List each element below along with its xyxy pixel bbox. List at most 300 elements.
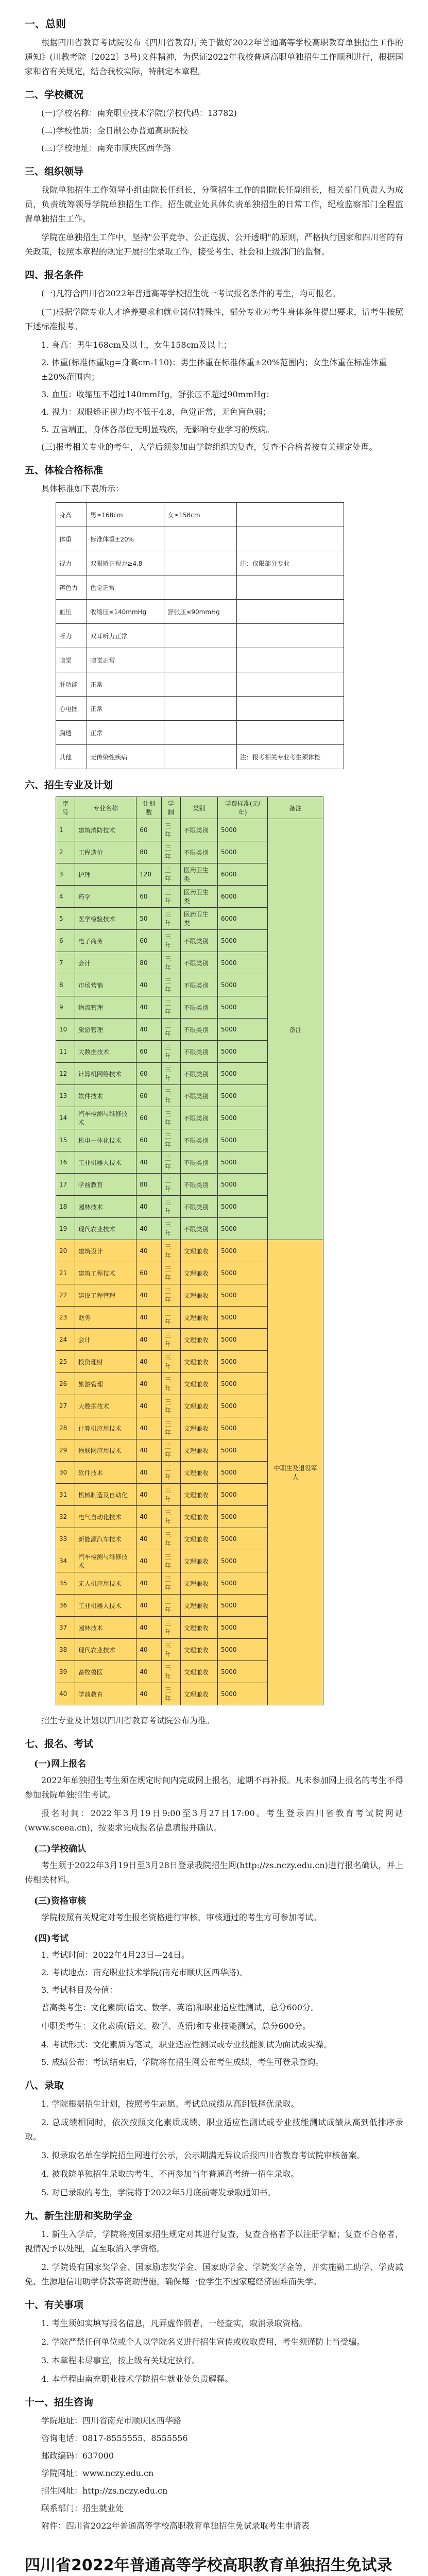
paragraph: 4. 本章程由南充职业技术学院招生就业处负责解释。 xyxy=(41,2374,233,2384)
paragraph: 普高类考生：文化素质(语文、数学、英语)和职业适应性测试，总分600分。 xyxy=(41,2003,319,2012)
table-cell: 无传染性疾病 xyxy=(87,745,164,769)
table-cell: 60 xyxy=(136,886,162,908)
table-cell: 正常 xyxy=(87,721,164,745)
table-row xyxy=(56,697,344,721)
table-cell: 三年 xyxy=(161,1129,180,1151)
group-note: 中职生及退役军人 xyxy=(268,1240,323,1705)
table-cell: 40 xyxy=(136,1351,162,1373)
table-cell: 三年 xyxy=(161,1063,180,1085)
table-cell: 40 xyxy=(136,1151,162,1174)
table-cell: 40 xyxy=(136,1661,162,1683)
table-cell: 三年 xyxy=(161,908,180,930)
section-heading: 五、体检合格标准 xyxy=(25,465,104,476)
table-cell: 无人机应用技术 xyxy=(75,1572,136,1595)
table-cell: 文理兼收 xyxy=(180,1329,217,1351)
table-cell: 40 xyxy=(136,1639,162,1661)
table-cell: 电气自动化技术 xyxy=(75,1506,136,1528)
table-cell: 5000 xyxy=(217,930,267,952)
table-row xyxy=(56,819,323,841)
table-cell: 三年 xyxy=(161,1174,180,1196)
column-header: 学制 xyxy=(161,797,180,819)
table-cell: 机械制造及自动化 xyxy=(75,1484,136,1506)
table-cell xyxy=(164,745,237,769)
table-row xyxy=(56,600,344,624)
paragraph: 5. 成绩公布：考试结束后，学院将在招生网公布考生成绩，考生可登录查询。 xyxy=(41,2057,324,2067)
table-cell: 汽车检测与维修技术 xyxy=(75,1107,136,1129)
table-cell: 医药卫生类 xyxy=(180,886,217,908)
table-cell: 文理兼收 xyxy=(180,1506,217,1528)
table-cell: 文理兼收 xyxy=(180,1572,217,1595)
table-cell: 40 xyxy=(136,1329,162,1351)
table-cell: 三年 xyxy=(161,1506,180,1528)
table-cell: 5 xyxy=(56,908,75,930)
table-cell xyxy=(237,600,344,624)
table-cell: 听力 xyxy=(56,624,87,648)
sub-heading: (一)网上报名 xyxy=(34,1759,87,1769)
table-cell: 60 xyxy=(136,1041,162,1063)
table-row xyxy=(56,672,344,697)
section-heading: 一、总则 xyxy=(25,18,66,30)
table-cell: 31 xyxy=(56,1484,75,1506)
table-cell: 5000 xyxy=(217,1572,267,1595)
table-cell: 5000 xyxy=(217,1151,267,1174)
table-cell: 身高 xyxy=(56,503,87,527)
table-cell: 正常 xyxy=(87,697,164,721)
table-cell: 三年 xyxy=(161,1240,180,1262)
paragraph: 3. 血压：收缩压不超过140mmHg，舒张压不超过90mmHg； xyxy=(41,389,275,399)
table-cell: 5000 xyxy=(217,1439,267,1462)
table-cell: 不限类别 xyxy=(180,930,217,952)
table-cell: 文理兼收 xyxy=(180,1395,217,1417)
table-cell: 三年 xyxy=(161,1439,180,1462)
paragraph: 4. 考试形式：文化素质为笔试，职业适应性测试或专业技能测试为面试或实操。 xyxy=(41,2040,332,2049)
table-cell: 大数据技术 xyxy=(75,1041,136,1063)
table-cell xyxy=(237,672,344,697)
table-cell: 5000 xyxy=(217,1683,267,1705)
table-cell: 三年 xyxy=(161,863,180,886)
table-cell: 三年 xyxy=(161,1107,180,1129)
table-cell: 5000 xyxy=(217,1484,267,1506)
paragraph: 2. 考试地点：南充职业技术学院(南充市顺庆区西华路)。 xyxy=(41,1968,248,1977)
table-cell: 心电图 xyxy=(56,697,87,721)
table-cell: 三年 xyxy=(161,1617,180,1639)
table-cell: 男≥168cm xyxy=(87,503,164,527)
table-cell: 建筑设计 xyxy=(75,1240,136,1262)
column-header: 专业名称 xyxy=(75,797,136,819)
sub-heading: (四)考试 xyxy=(34,1934,69,1944)
paragraph: (三)报考相关专业的考生，入学后须参加由学院组织的复查，复查不合格者按有关规定处理。 xyxy=(41,442,378,452)
sub-heading: (三)资格审核 xyxy=(34,1896,87,1906)
section-heading: 二、学校概况 xyxy=(25,89,84,100)
table-cell: 12 xyxy=(56,1063,75,1085)
table-cell: 2 xyxy=(56,841,75,863)
table-cell: 不限类别 xyxy=(180,1151,217,1174)
table-cell xyxy=(164,551,237,575)
table-cell: 6000 xyxy=(217,886,267,908)
table-cell: 三年 xyxy=(161,1373,180,1395)
table-cell: 三年 xyxy=(161,1683,180,1705)
section-heading: 十、有关事项 xyxy=(25,2299,84,2311)
table-cell: 9 xyxy=(56,996,75,1019)
table-cell: 33 xyxy=(56,1528,75,1550)
table-cell: 投资理财 xyxy=(75,1351,136,1373)
paragraph: (一)凡符合四川省2022年普通高等学校招生统一考试报名条件的考生，均可报名。 xyxy=(41,289,341,298)
table-cell: 30 xyxy=(56,1462,75,1484)
table-cell: 嗅觉正常 xyxy=(87,648,164,672)
table-cell: 39 xyxy=(56,1661,75,1683)
table-cell: 三年 xyxy=(161,1351,180,1373)
application-form-title: 四川省2022年普通高等学校高职教育单独招生免试录 xyxy=(25,2556,392,2574)
table-cell: 5000 xyxy=(217,996,267,1019)
table-cell: 40 xyxy=(136,1307,162,1329)
paragraph: 1. 新生入学后，学院将按国家招生规定对其进行复查，复查合格者予以注册学籍；复查不合格者，视情况予以处理，直至取消入学资格。 xyxy=(25,2229,403,2253)
table-cell xyxy=(237,697,344,721)
table-row xyxy=(56,721,344,745)
table-cell: 工业机器人技术 xyxy=(75,1151,136,1174)
table-cell: 26 xyxy=(56,1373,75,1395)
table-cell: 5000 xyxy=(217,1550,267,1572)
table-cell: 畜牧兽医 xyxy=(75,1661,136,1683)
table-cell: 36 xyxy=(56,1595,75,1617)
table-cell: 5000 xyxy=(217,1373,267,1395)
table-cell: 文理兼收 xyxy=(180,1307,217,1329)
table-cell: 文理兼收 xyxy=(180,1661,217,1683)
table-cell: 5000 xyxy=(217,1506,267,1528)
table-cell: 会计 xyxy=(75,1329,136,1351)
table-cell: 60 xyxy=(136,1262,162,1284)
table-cell: 5000 xyxy=(217,1129,267,1151)
table-cell: 学前教育 xyxy=(75,1174,136,1196)
table-cell: 财务 xyxy=(75,1307,136,1329)
physical-standards-table xyxy=(56,502,344,769)
table-cell: 三年 xyxy=(161,841,180,863)
table-cell: 三年 xyxy=(161,819,180,841)
paragraph: (三)学校地址：南充市顺庆区西华路 xyxy=(41,143,172,153)
table-cell: 机电一体化技术 xyxy=(75,1129,136,1151)
table-cell: 40 xyxy=(136,1683,162,1705)
table-cell: 5000 xyxy=(217,1196,267,1218)
table-cell xyxy=(164,648,237,672)
column-header: 类别 xyxy=(180,797,217,819)
table-cell: 文理兼收 xyxy=(180,1617,217,1639)
table-cell: 大数据技术 xyxy=(75,1395,136,1417)
table-cell: 三年 xyxy=(161,1484,180,1506)
table-cell: 5000 xyxy=(217,1329,267,1351)
table-cell: 三年 xyxy=(161,1395,180,1417)
table-cell xyxy=(237,527,344,551)
table-cell: 注：报考相关专业考生须体检 xyxy=(237,745,344,769)
table-cell: 50 xyxy=(136,908,162,930)
table-cell: 三年 xyxy=(161,1041,180,1063)
table-cell: 5000 xyxy=(217,1661,267,1683)
table-cell: 三年 xyxy=(161,974,180,996)
table-cell: 不限类别 xyxy=(180,1041,217,1063)
paragraph: (一)学校名称：南充职业技术学院(学校代码：13782) xyxy=(41,108,237,118)
table-cell: 60 xyxy=(136,1129,162,1151)
contact-line: 邮政编码：637000 xyxy=(41,2451,114,2461)
paragraph: 学院按照有关规定对考生报名资格进行审核，审核通过的考生方可参加考试。 xyxy=(41,1912,322,1922)
table-cell: 医学检验技术 xyxy=(75,908,136,930)
column-header: 序号 xyxy=(56,797,75,819)
table-cell: 40 xyxy=(136,1550,162,1572)
table-row xyxy=(56,527,344,551)
table-cell: 40 xyxy=(136,1373,162,1395)
table-cell: 工程造价 xyxy=(75,841,136,863)
table-cell: 三年 xyxy=(161,1085,180,1107)
paragraph: 1. 身高：男生168cm及以上，女生158cm及以上； xyxy=(41,340,232,350)
table-cell: 物联网应用技术 xyxy=(75,1439,136,1462)
table-cell xyxy=(237,575,344,600)
table-cell: 4 xyxy=(56,886,75,908)
table-cell: 29 xyxy=(56,1439,75,1462)
section-heading: 六、招生专业及计划 xyxy=(25,779,113,791)
table-cell: 23 xyxy=(56,1307,75,1329)
table-cell: 5000 xyxy=(217,1395,267,1417)
table-cell: 32 xyxy=(56,1506,75,1528)
paragraph: 中职类考生：文化素质(语文、数学、英语)和专业技能测试，总分600分。 xyxy=(41,2021,311,2031)
table-cell: 收缩压≤140mmHg xyxy=(87,600,164,624)
table-cell: 旅游管理 xyxy=(75,1019,136,1041)
table-cell: 软件技术 xyxy=(75,1462,136,1484)
table-cell: 1 xyxy=(56,819,75,841)
paragraph: 我院单独招生工作领导小组由院长任组长，分管招生工作的副院长任副组长，相关部门负责人为成员，负责统筹领导学院单独招生工作。招生就业处具体负责单独招生的日常工作，纪检监察部门全程监督单独招生工作。 xyxy=(25,185,403,224)
table-cell: 5000 xyxy=(217,1240,267,1262)
table-cell: 标准体重±20% xyxy=(87,527,164,551)
table-cell: 文理兼收 xyxy=(180,1351,217,1373)
table-cell: 6 xyxy=(56,930,75,952)
sub-heading: (二)学校确认 xyxy=(34,1844,87,1854)
table-cell: 三年 xyxy=(161,1639,180,1661)
paragraph: 3. 本章程未尽事宜，按上级有关规定执行。 xyxy=(41,2355,200,2365)
table-cell: 三年 xyxy=(161,1462,180,1484)
table-cell: 女≥158cm xyxy=(164,503,237,527)
contact-line: 学院网址：www.nczy.edu.cn xyxy=(41,2468,154,2478)
table-cell: 血压 xyxy=(56,600,87,624)
table-cell: 不限类别 xyxy=(180,996,217,1019)
table-cell: 5000 xyxy=(217,1528,267,1550)
table-cell: 25 xyxy=(56,1351,75,1373)
table-row xyxy=(56,551,344,575)
table-cell: 胸透 xyxy=(56,721,87,745)
table-cell: 文理兼收 xyxy=(180,1528,217,1550)
table-cell: 60 xyxy=(136,1063,162,1085)
table-cell: 三年 xyxy=(161,1595,180,1617)
table-cell: 40 xyxy=(136,1506,162,1528)
table-cell: 5000 xyxy=(217,1041,267,1063)
table-cell: 文理兼收 xyxy=(180,1683,217,1705)
table-cell: 5000 xyxy=(217,1063,267,1085)
table-cell: 三年 xyxy=(161,952,180,974)
paragraph: (二)学校性质：全日制公办普通高职院校 xyxy=(41,126,188,135)
table-cell: 不限类别 xyxy=(180,1196,217,1218)
table-cell: 园林技术 xyxy=(75,1617,136,1639)
table-cell: 27 xyxy=(56,1395,75,1417)
table-cell: 7 xyxy=(56,952,75,974)
paragraph: (二)根据学院专业人才培养要求和就业岗位特殊性，部分专业对考生身体条件提出要求，请考生按照下述标准报考。 xyxy=(25,307,403,331)
table-cell: 计算机应用技术 xyxy=(75,1417,136,1439)
table-cell: 不限类别 xyxy=(180,1218,217,1240)
table-cell: 28 xyxy=(56,1417,75,1439)
table-cell: 文理兼收 xyxy=(180,1240,217,1262)
table-cell: 建设工程管理 xyxy=(75,1284,136,1307)
table-cell: 工业机器人技术 xyxy=(75,1595,136,1617)
section-heading: 三、组织领导 xyxy=(25,166,84,177)
table-cell: 40 xyxy=(136,974,162,996)
table-cell: 5000 xyxy=(217,974,267,996)
paragraph: 根据四川省教育考试院发布《四川省教育厅关于做好2022年普通高等学校高职教育单独招生工作的通知》(川教考院〔2022〕3号)文件精神，为保证2022年我校普通高职单独招生工作顺利进行，根据国家和省有关规定，结合我校实际，特制定本章程。 xyxy=(25,38,403,76)
table-cell: 20 xyxy=(56,1240,75,1262)
table-cell: 嗅觉 xyxy=(56,648,87,672)
enrollment-plan-table xyxy=(56,796,323,1705)
table-cell: 会计 xyxy=(75,952,136,974)
column-header: 备注 xyxy=(268,797,323,819)
table-cell: 40 xyxy=(136,1595,162,1617)
table-cell: 不限类别 xyxy=(180,1085,217,1107)
table-cell: 80 xyxy=(136,1174,162,1196)
table-cell: 14 xyxy=(56,1107,75,1129)
table-row xyxy=(56,503,344,527)
table-cell: 不限类别 xyxy=(180,1019,217,1041)
table-cell: 40 xyxy=(136,1240,162,1262)
table-cell: 新能源汽车技术 xyxy=(75,1528,136,1550)
table-cell: 三年 xyxy=(161,1417,180,1439)
table-cell: 5000 xyxy=(217,1107,267,1129)
paragraph: 2. 学院设有国家奖学金、国家励志奖学金、国家助学金、学院奖学金等，并实施勤工助学、学费减免、生源地信用助学贷款等资助措施，确保每一位学生不因家庭经济困难而失学。 xyxy=(25,2262,403,2286)
table-cell: 5000 xyxy=(217,1617,267,1639)
section-heading: 八、录取 xyxy=(25,2080,64,2091)
contact-line: 联系部门：招生就业处 xyxy=(41,2503,124,2513)
table-cell: 三年 xyxy=(161,1329,180,1351)
attachment-note: 附件：四川省2022年普通高等学校高职教育单独招生免试录取考生申请表 xyxy=(41,2521,310,2531)
table-cell: 10 xyxy=(56,1019,75,1041)
table-cell: 园林技术 xyxy=(75,1196,136,1218)
table-cell: 5000 xyxy=(217,1351,267,1373)
table-cell: 40 xyxy=(136,1617,162,1639)
paragraph: 2. 体重(标准体重kg=身高cm-110)：男生体重在标准体重±20%范围内；女生体重在标准体重±20%范围内； xyxy=(41,358,387,382)
paragraph: 5. 对已录取的考生，学院将于2022年5月底前寄发录取通知书。 xyxy=(41,2188,276,2197)
table-cell: 文理兼收 xyxy=(180,1550,217,1572)
table-cell: 21 xyxy=(56,1262,75,1284)
table-cell: 5000 xyxy=(217,819,267,841)
table-cell xyxy=(164,624,237,648)
table-cell: 文理兼收 xyxy=(180,1373,217,1395)
contact-line: 学院地址：四川省南充市顺庆区西华路 xyxy=(41,2416,182,2426)
table-cell: 肝功能 xyxy=(56,672,87,697)
table-cell: 80 xyxy=(136,841,162,863)
table-cell: 学前教育 xyxy=(75,1683,136,1705)
table-cell: 5000 xyxy=(217,1085,267,1107)
table-cell: 13 xyxy=(56,1085,75,1107)
section-heading: 四、报名条件 xyxy=(25,269,84,281)
table-cell: 60 xyxy=(136,1085,162,1107)
table-cell: 5000 xyxy=(217,1639,267,1661)
table-cell: 三年 xyxy=(161,886,180,908)
table-cell: 40 xyxy=(136,996,162,1019)
table-cell: 不限类别 xyxy=(180,952,217,974)
table-cell: 文理兼收 xyxy=(180,1595,217,1617)
table-cell: 三年 xyxy=(161,1218,180,1240)
table-cell: 5000 xyxy=(217,1284,267,1307)
table-cell: 不限类别 xyxy=(180,1129,217,1151)
table-cell: 建筑工程技术 xyxy=(75,1262,136,1284)
table-cell: 三年 xyxy=(161,1550,180,1572)
table-cell: 38 xyxy=(56,1639,75,1661)
table-cell: 三年 xyxy=(161,1262,180,1284)
table-cell: 40 xyxy=(136,1395,162,1417)
table-cell: 三年 xyxy=(161,1661,180,1683)
column-header: 学费标准(元/年) xyxy=(217,797,267,819)
table-cell: 40 xyxy=(56,1683,75,1705)
table-cell: 40 xyxy=(136,1218,162,1240)
paragraph: 招生专业及计划以四川省教育考试院公布为准。 xyxy=(41,1716,215,1725)
table-cell: 3 xyxy=(56,863,75,886)
table-row xyxy=(56,575,344,600)
table-cell: 色觉正常 xyxy=(87,575,164,600)
table-cell xyxy=(164,721,237,745)
table-cell: 5000 xyxy=(217,1307,267,1329)
paragraph: 具体标准如下表所示： xyxy=(41,484,124,494)
paragraph: 4. 视力：双眼矫正视力均不低于4.8，色觉正常，无色盲色弱； xyxy=(41,407,271,417)
table-cell: 5000 xyxy=(217,1019,267,1041)
table-row xyxy=(56,745,344,769)
table-cell: 视力 xyxy=(56,551,87,575)
contact-line: 咨询电话：0817-8555555、8555556 xyxy=(41,2433,188,2443)
section-heading: 十一、招生咨询 xyxy=(25,2397,94,2408)
table-cell: 双耳听力正常 xyxy=(87,624,164,648)
table-cell: 34 xyxy=(56,1550,75,1572)
paragraph: 3. 拟录取名单在学院招生网进行公示，公示期满无异议后报四川省教育考试院审核备案。 xyxy=(41,2150,365,2160)
table-cell: 22 xyxy=(56,1284,75,1307)
table-cell: 文理兼收 xyxy=(180,1439,217,1462)
paragraph: 考生须于2022年3月19日至3月28日登录我院招生网(http://zs.nczy.edu.cn)进行报名确认，并上传相关材料。 xyxy=(25,1860,403,1885)
table-cell: 现代农业技术 xyxy=(75,1639,136,1661)
table-cell: 计算机网络技术 xyxy=(75,1063,136,1085)
table-row xyxy=(56,648,344,672)
table-cell: 文理兼收 xyxy=(180,1462,217,1484)
paragraph: 2022年单独招生考生须在规定时间内完成网上报名，逾期不再补报。凡未参加网上报名的考生不得参加我院单独招生考试。 xyxy=(25,1775,403,1800)
table-cell: 60 xyxy=(136,819,162,841)
table-cell: 药学 xyxy=(75,886,136,908)
table-cell: 16 xyxy=(56,1151,75,1174)
table-cell: 文理兼收 xyxy=(180,1262,217,1284)
table-cell: 5000 xyxy=(217,1174,267,1196)
table-cell: 不限类别 xyxy=(180,841,217,863)
table-cell: 40 xyxy=(136,1284,162,1307)
table-cell: 不限类别 xyxy=(180,819,217,841)
table-cell: 建筑消防技术 xyxy=(75,819,136,841)
table-cell: 不限类别 xyxy=(180,1107,217,1129)
table-cell: 17 xyxy=(56,1174,75,1196)
table-cell: 物流管理 xyxy=(75,996,136,1019)
table-cell: 三年 xyxy=(161,1528,180,1550)
table-cell: 40 xyxy=(136,1572,162,1595)
table-cell: 8 xyxy=(56,974,75,996)
table-cell: 正常 xyxy=(87,672,164,697)
table-cell: 60 xyxy=(136,930,162,952)
table-cell: 双眼矫正视力≥4.8 xyxy=(87,551,164,575)
paragraph: 1. 考生须如实填写报名信息，凡弄虚作假者，一经查实，取消录取资格。 xyxy=(41,2318,307,2328)
table-cell: 5000 xyxy=(217,1595,267,1617)
table-cell: 现代农业技术 xyxy=(75,1218,136,1240)
table-cell: 旅游管理 xyxy=(75,1373,136,1395)
table-cell: 三年 xyxy=(161,996,180,1019)
table-cell: 医药卫生类 xyxy=(180,863,217,886)
table-cell: 24 xyxy=(56,1329,75,1351)
table-cell: 护理 xyxy=(75,863,136,886)
table-cell: 19 xyxy=(56,1218,75,1240)
table-cell: 汽车检测与维修技术 xyxy=(75,1550,136,1572)
paragraph: 2. 总成绩相同时，依次按照文化素质成绩、职业适应性测试或专业技能测试成绩从高到低排序录取。 xyxy=(25,2117,403,2142)
